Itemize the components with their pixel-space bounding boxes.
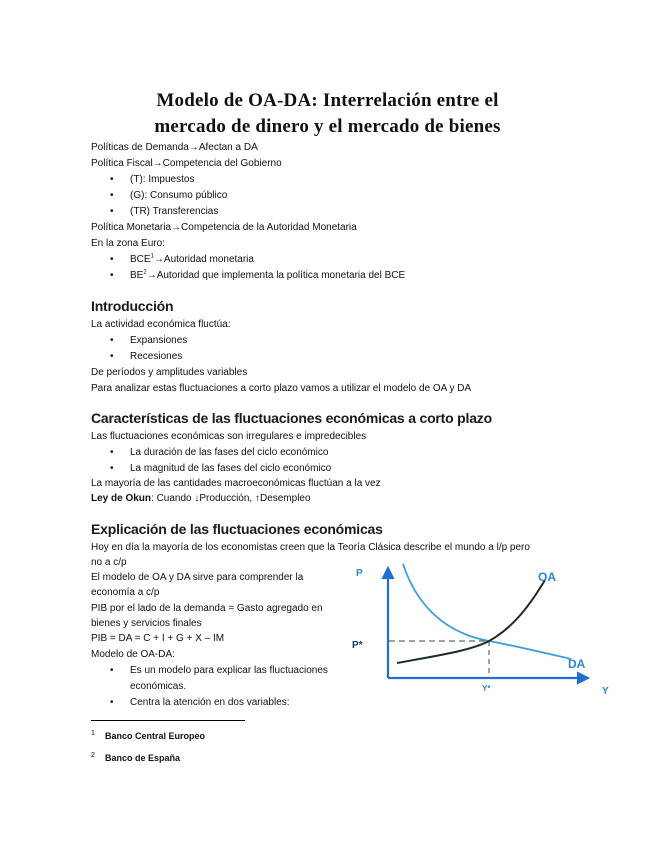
okun-line bbox=[91, 492, 311, 506]
oa-curve bbox=[397, 580, 545, 663]
footnote-2 bbox=[91, 750, 180, 764]
text-line: En la zona Euro: bbox=[91, 238, 165, 249]
bullet-dot: • bbox=[110, 335, 114, 346]
heading-introduccion: Introducción bbox=[91, 298, 174, 314]
bullet-dot: • bbox=[110, 270, 114, 281]
y-star-label: Y* bbox=[482, 684, 491, 693]
bullet-text: La duración de las fases del ciclo económico bbox=[130, 447, 329, 458]
y-axis-label: P bbox=[356, 568, 363, 579]
text-line: Para analizar estas fluctuaciones a corto plazo vamos a utilizar el modelo de OA y DA bbox=[91, 383, 472, 394]
be-desc: →Autoridad que implementa la política monetaria del BCE bbox=[146, 270, 406, 281]
document-title bbox=[90, 88, 565, 140]
bullet-dot: • bbox=[110, 174, 114, 185]
text-line: Política Monetaria→Competencia de la Autoridad Monetaria bbox=[91, 222, 357, 233]
bullet-text: (G): Consumo público bbox=[130, 190, 228, 201]
bullet-text: Recesiones bbox=[130, 351, 183, 362]
title-line-1: Modelo de OA-DA: Interrelación entre el bbox=[156, 90, 499, 111]
text-line: Modelo de OA-DA: bbox=[91, 649, 175, 660]
oa-label: OA bbox=[538, 570, 556, 584]
text-line: no a c/p bbox=[91, 557, 127, 568]
da-label: DA bbox=[568, 657, 586, 671]
x-axis-label: Y bbox=[602, 686, 609, 697]
text-line: PIB = DA = C + I + G + X – IM bbox=[91, 633, 225, 644]
text-line: Política Fiscal→Competencia del Gobierno bbox=[91, 158, 282, 169]
footnote-ref-2[interactable]: 2 bbox=[143, 269, 147, 276]
bullet-text: Centra la atención en dos variables: bbox=[130, 697, 290, 708]
p-star-label: P* bbox=[352, 640, 363, 651]
bce-desc: →Autoridad monetaria bbox=[153, 254, 254, 265]
bullet-dot: • bbox=[110, 463, 114, 474]
text-line: Políticas de Demanda→Afectan a DA bbox=[91, 142, 258, 153]
bullet-dot: • bbox=[110, 190, 114, 201]
text-line: PIB por el lado de la demanda = Gasto agregado en bbox=[91, 603, 323, 614]
bullet-text: (T): Impuestos bbox=[130, 174, 195, 185]
bullet-text: La magnitud de las fases del ciclo económico bbox=[130, 463, 332, 474]
okun-label: Ley de Okun bbox=[91, 493, 152, 504]
bullet-text: (TR) Transferencias bbox=[130, 206, 219, 217]
footnote-text: Banco de España bbox=[105, 753, 181, 763]
oa-da-diagram bbox=[345, 560, 615, 700]
text-line: economía a c/p bbox=[91, 587, 160, 598]
footnote-ref-1[interactable]: 1 bbox=[150, 253, 154, 260]
bullet-text: Es un modelo para explicar las fluctuaciones bbox=[130, 665, 328, 676]
bullet-text-be bbox=[130, 269, 405, 283]
heading-explicacion: Explicación de las fluctuaciones económicas bbox=[91, 521, 383, 537]
bullet-dot: • bbox=[110, 351, 114, 362]
bullet-text-bce bbox=[130, 253, 254, 267]
be-text: BE bbox=[130, 270, 144, 281]
bullet-dot: • bbox=[110, 447, 114, 458]
bce-text: BCE bbox=[130, 254, 151, 265]
text-line: La actividad económica fluctúa: bbox=[91, 319, 231, 330]
bullet-dot: • bbox=[110, 665, 114, 676]
heading-caracteristicas: Características de las fluctuaciones económicas a corto plazo bbox=[91, 410, 492, 426]
text-line: Las fluctuaciones económicas son irregulares e impredecibles bbox=[91, 431, 367, 442]
bullet-text: Expansiones bbox=[130, 335, 188, 346]
title-line-2: mercado de dinero y el mercado de bienes bbox=[154, 116, 501, 137]
okun-text: : Cuando ↓Producción, ↑Desempleo bbox=[151, 493, 311, 504]
footnote-text: Banco Central Europeo bbox=[105, 731, 206, 741]
footnote-number: 1 bbox=[91, 730, 95, 737]
footnote-1 bbox=[91, 728, 205, 742]
bullet-text-cont: económicas. bbox=[130, 681, 187, 692]
text-line: La mayoría de las cantidades macroeconómicas fluctúan a la vez bbox=[91, 478, 381, 489]
footnote-number: 2 bbox=[91, 752, 95, 759]
bullet-dot: • bbox=[110, 254, 114, 265]
bullet-dot: • bbox=[110, 697, 114, 708]
text-line: Hoy en día la mayoría de los economistas creen que la Teoría Clásica describe el mundo a l/p pero bbox=[91, 542, 530, 553]
bullet-dot: • bbox=[110, 206, 114, 217]
footnote-separator bbox=[91, 720, 245, 721]
text-line: De períodos y amplitudes variables bbox=[91, 367, 248, 378]
text-line: bienes y servicios finales bbox=[91, 618, 202, 629]
text-line: El modelo de OA y DA sirve para comprender la bbox=[91, 572, 304, 583]
